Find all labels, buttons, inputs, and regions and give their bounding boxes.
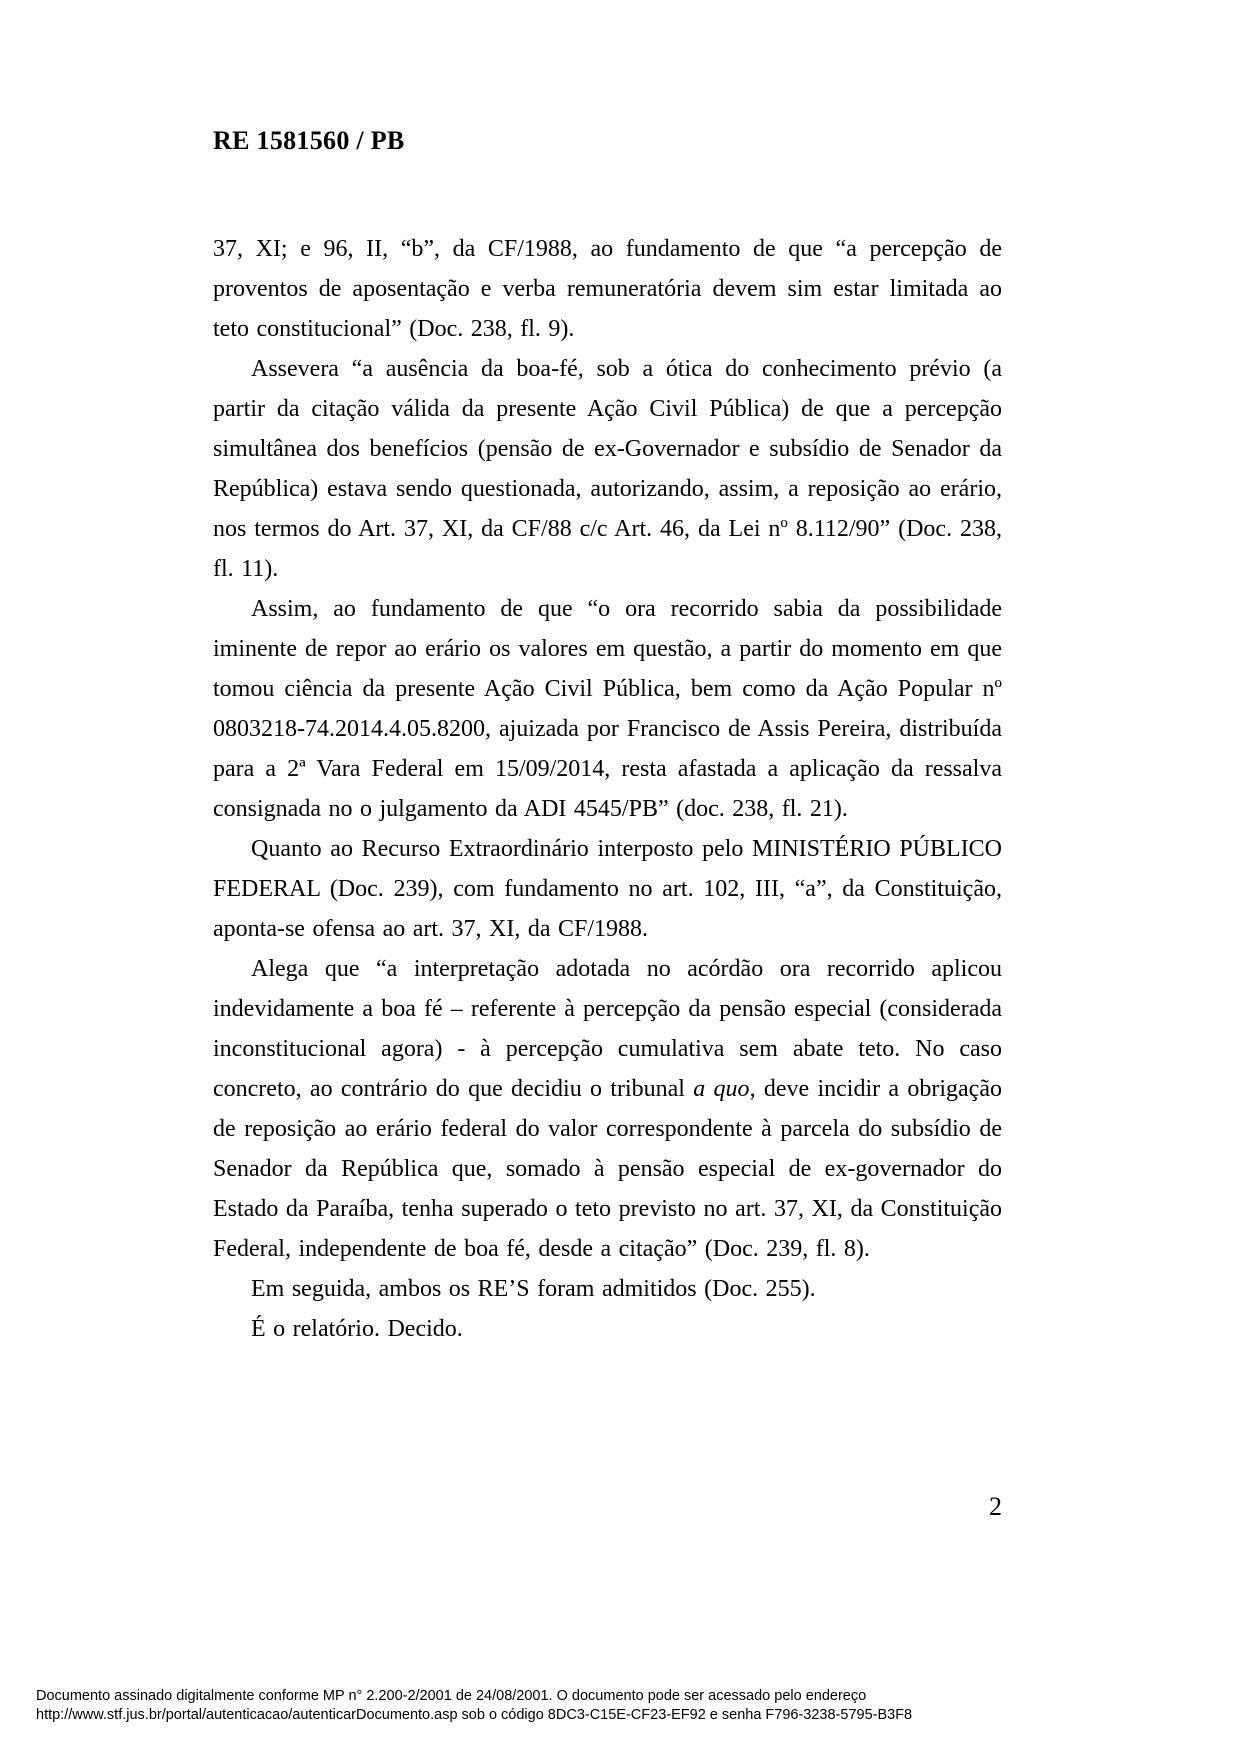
paragraph-text: Assim, ao fundamento de que “o ora recorrido sabia da possibilidade iminente de repor ao erário os valores em questão, a partir do momento em que tomou ciência da presente Ação Civil Pública, bem como da Ação Popular nº 0803218-74.2014.4.05.8200, ajuizada por Francisco de Assis Pereira, distribuída para a 2ª Vara Federal em 15/09/2014, resta afastada a aplicação da ressalva consignada no o julgamento da ADI 4545/PB” (doc. 238, fl. 21). <box>213 596 1002 822</box>
paragraph-text: Alega que “a interpretação adotada no acórdão ora recorrido aplicou indevidamente a boa fé – referente à percepção da pensão especial (considerada inconstitucional agora) - à percepção cumulativa sem abate teto. No caso concreto, ao contrário do que decidiu o tribunal <box>213 956 1002 1102</box>
paragraph <box>213 949 1002 1269</box>
paragraph-text: Assevera “a ausência da boa-fé, sob a ótica do conhecimento prévio (a partir da citação válida da presente Ação Civil Pública) de que a percepção simultânea dos benefícios (pensão de ex-Governador e subsídio de Senador da República) estava sendo questionada, autorizando, assim, a reposição ao erário, nos termos do Art. 37, XI, da CF/88 c/c Art. 46, da Lei nº 8.112/90” (Doc. 238, fl. 11). <box>213 356 1002 582</box>
paragraph-text: Quanto ao Recurso Extraordinário interposto pelo MINISTÉRIO PÚBLICO FEDERAL (Doc. 239), com fundamento no art. 102, III, “a”, da Constituição, aponta-se ofensa ao art. 37, XI, da CF/1988. <box>213 836 1002 942</box>
paragraph <box>213 829 1002 949</box>
paragraph <box>213 1309 1002 1349</box>
italic-text: a quo <box>693 1076 750 1102</box>
page-number: 2 <box>989 1492 1002 1521</box>
paragraph <box>213 589 1002 829</box>
paragraph-text: 37, XI; e 96, II, “b”, da CF/1988, ao fundamento de que “a percepção de proventos de aposentação e verba remuneratória devem sim estar limitada ao teto constitucional” (Doc. 238, fl. 9). <box>213 236 1002 342</box>
paragraph <box>213 1269 1002 1309</box>
document-body <box>213 229 1002 1349</box>
case-header: RE 1581560 / PB <box>213 126 405 155</box>
signature-footer <box>36 1687 912 1725</box>
paragraph-text: Em seguida, ambos os RE’S foram admitidos (Doc. 255). <box>251 1276 816 1302</box>
paragraph <box>213 229 1002 349</box>
paragraph-text: , deve incidir a obrigação de reposição ao erário federal do valor correspondente à parcela do subsídio de Senador da República que, somado à pensão especial de ex-governador do Estado da Paraíba, tenha superado o teto previsto no art. 37, XI, da Constituição Federal, independente de boa fé, desde a citação” (Doc. 239, fl. 8). <box>213 1076 1002 1262</box>
paragraph-text: É o relatório. Decido. <box>251 1316 463 1342</box>
footer-line-2: http://www.stf.jus.br/portal/autenticacao/autenticarDocumento.asp sob o código 8DC3-C15E-CF23-EF92 e senha F796-3238-5795-B3F8 <box>36 1707 913 1723</box>
footer-line-1: Documento assinado digitalmente conforme MP n° 2.200-2/2001 de 24/08/2001. O documento pode ser acessado pelo endereço <box>36 1688 867 1704</box>
paragraph <box>213 349 1002 589</box>
